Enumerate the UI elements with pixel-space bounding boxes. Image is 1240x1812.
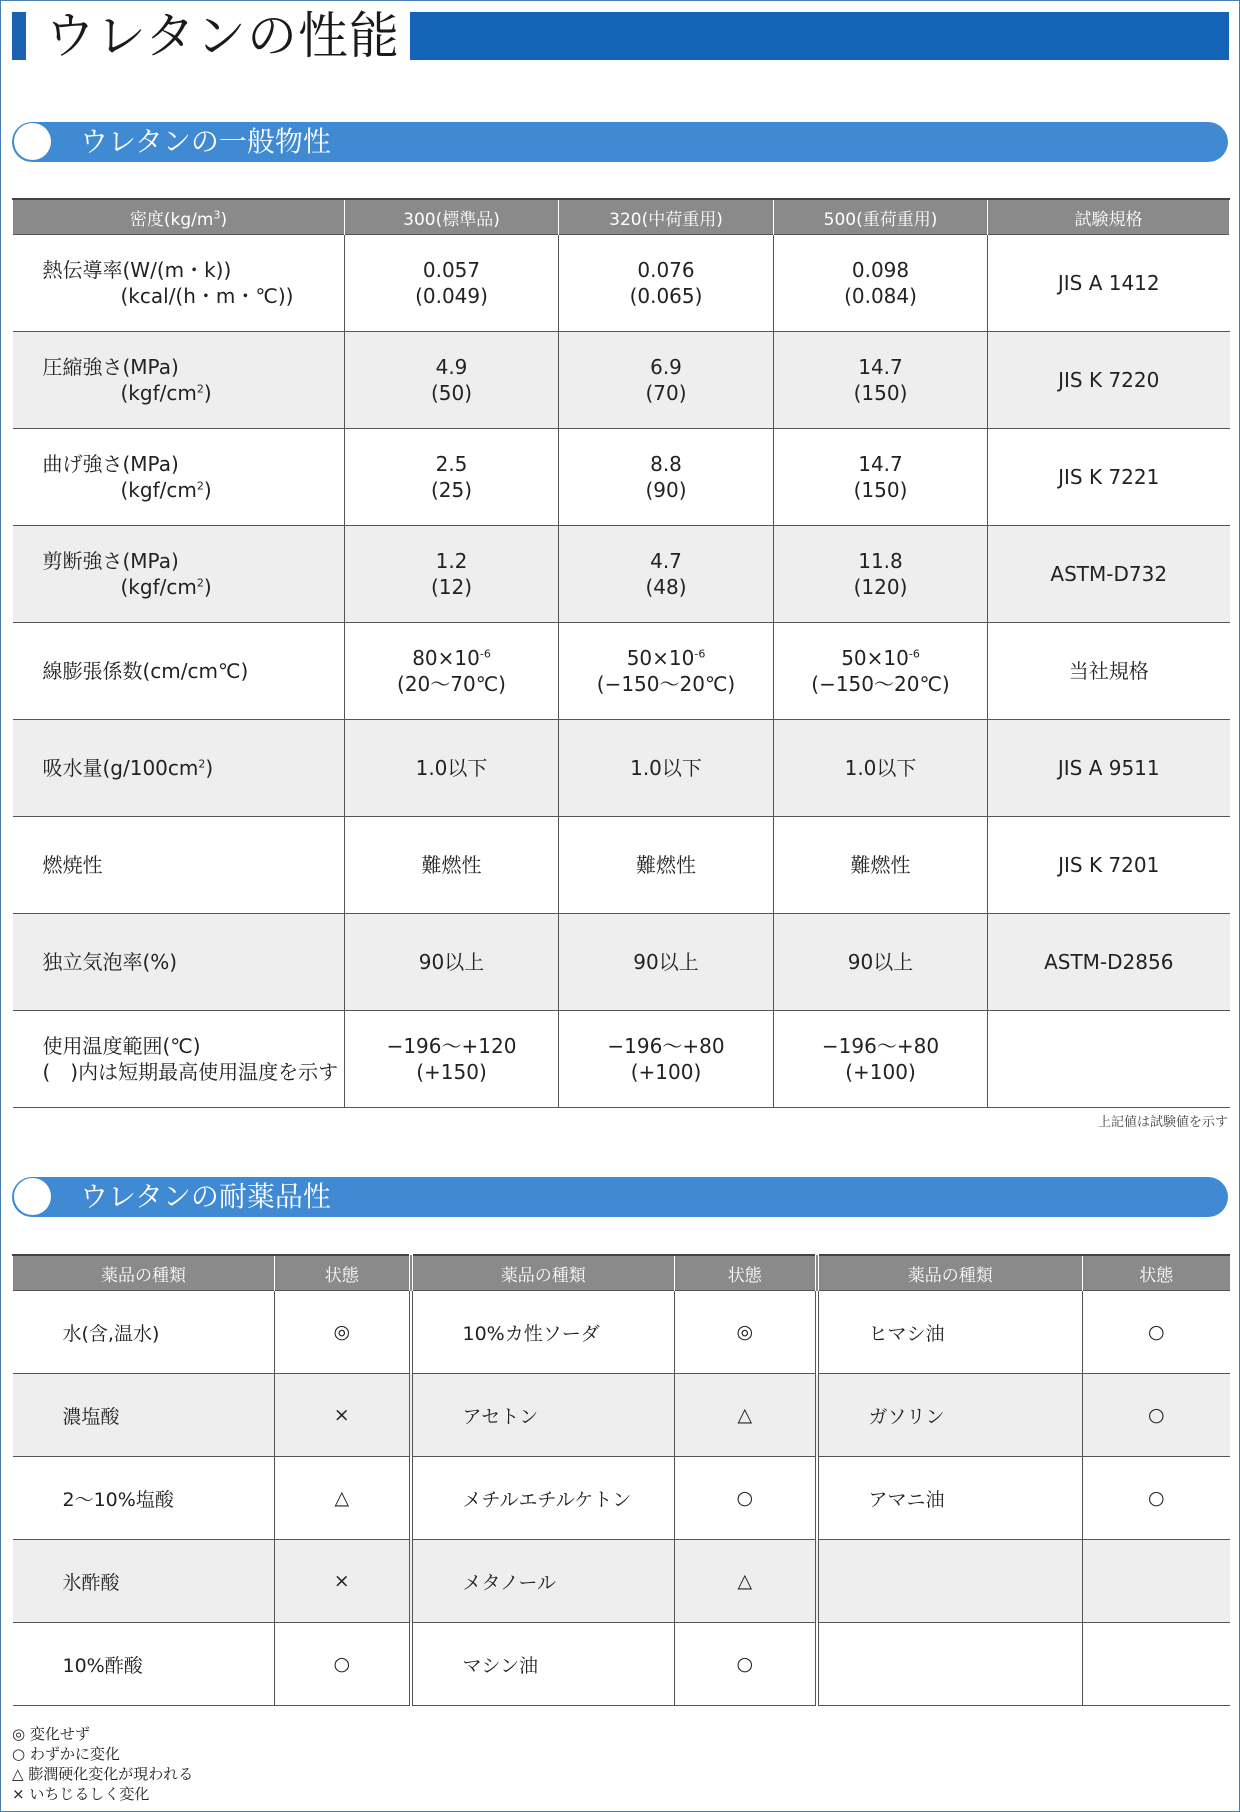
cell-value xyxy=(559,623,774,720)
header-chemical: 薬品の種類 xyxy=(411,1255,675,1291)
table-row xyxy=(13,914,1230,1011)
section-title: ウレタンの一般物性 xyxy=(80,125,331,158)
chemical-name: 10%カ性ソーダ xyxy=(411,1291,675,1374)
chemical-status: △ xyxy=(275,1457,411,1540)
value-main: 0.076 xyxy=(637,258,695,282)
chemical-status: ○ xyxy=(1083,1374,1230,1457)
value-main: 14.7 xyxy=(858,355,903,379)
section-bullet-icon xyxy=(14,1178,51,1215)
chemical-status: ○ xyxy=(1083,1457,1230,1540)
sup-2: 2 xyxy=(196,382,204,396)
header-chemical: 薬品の種類 xyxy=(817,1255,1083,1291)
row-label-note: ( )内は短期最高使用温度を示す xyxy=(42,1060,339,1084)
header-300: 300(標準品) xyxy=(345,199,559,235)
cell-value: 1.0以下 xyxy=(345,720,559,817)
row-label-suffix: ) xyxy=(205,756,214,780)
table-row xyxy=(13,526,1230,623)
row-label-sub xyxy=(43,380,345,406)
cell-value xyxy=(345,1011,559,1108)
cell-standard: JIS K 7201 xyxy=(988,817,1230,914)
value-sub: (0.065) xyxy=(629,284,703,308)
value-exponent: -6 xyxy=(479,647,491,661)
row-label xyxy=(13,235,345,332)
cell-value: 90以上 xyxy=(774,914,988,1011)
row-label-sub-text: (kgf/cm xyxy=(120,381,197,405)
chemical-status: ○ xyxy=(675,1457,817,1540)
value-main: 50×10 xyxy=(626,646,695,670)
chemical-name: 水(含,温水) xyxy=(13,1291,275,1374)
chemical-status: ◎ xyxy=(275,1291,411,1374)
row-label-sub xyxy=(43,477,345,503)
value-main: 8.8 xyxy=(650,452,682,476)
chemical-status: ○ xyxy=(675,1623,817,1706)
row-label-main: 吸水量(g/100cm xyxy=(42,756,199,780)
value-sub: (50) xyxy=(430,381,473,405)
cell-value xyxy=(774,429,988,526)
chemical-status: △ xyxy=(675,1540,817,1623)
test-value-note: 上記値は試験値を示す xyxy=(1097,1115,1228,1130)
chemical-status: ○ xyxy=(275,1623,411,1706)
value-sub: (150) xyxy=(853,478,908,502)
value-sub: (+150) xyxy=(416,1060,487,1084)
chemical-status: × xyxy=(275,1374,411,1457)
header-density-close: ) xyxy=(220,209,228,230)
chemical-status xyxy=(1083,1623,1230,1706)
value-sub: (20〜70℃) xyxy=(397,672,506,696)
value-main: 11.8 xyxy=(858,549,903,573)
cell-value xyxy=(559,1011,774,1108)
table-row xyxy=(13,817,1230,914)
header-chemical: 薬品の種類 xyxy=(13,1255,275,1291)
table-row xyxy=(13,429,1230,526)
header-500: 500(重荷重用) xyxy=(774,199,988,235)
header-density-sup: 3 xyxy=(213,207,221,221)
cell-value xyxy=(774,623,988,720)
cell-value xyxy=(559,526,774,623)
table-row xyxy=(13,235,1230,332)
header-standard: 試験規格 xyxy=(988,199,1230,235)
chemical-status xyxy=(1083,1540,1230,1623)
row-label xyxy=(13,332,345,429)
chemical-name: メチルエチルケトン xyxy=(411,1457,675,1540)
row-label-main: 使用温度範囲(℃) xyxy=(42,1034,201,1058)
chemical-name: ヒマシ油 xyxy=(817,1291,1083,1374)
value-main: 80×10 xyxy=(412,646,480,670)
table-row xyxy=(13,1011,1230,1108)
value-sub: (−150〜20℃) xyxy=(811,672,950,696)
paren-close: ) xyxy=(203,575,212,599)
title-band xyxy=(410,12,1229,60)
value-sub: (90) xyxy=(645,478,687,502)
table-row xyxy=(13,623,1230,720)
header-status: 状態 xyxy=(1083,1255,1230,1291)
cell-value xyxy=(774,526,988,623)
value-sub: (150) xyxy=(853,381,908,405)
chemical-name: アセトン xyxy=(411,1374,675,1457)
title-accent-bar xyxy=(12,12,26,60)
value-exponent: -6 xyxy=(694,647,706,661)
cell-standard: JIS K 7221 xyxy=(988,429,1230,526)
header-density-text: 密度(kg/m xyxy=(129,209,214,230)
chemical-resistance-table xyxy=(12,1254,1230,1706)
page-title: ウレタンの性能 xyxy=(45,7,400,65)
value-main: 4.9 xyxy=(435,355,468,379)
chemical-name xyxy=(817,1540,1083,1623)
value-main: 1.2 xyxy=(435,549,468,573)
cell-value xyxy=(345,235,559,332)
row-label xyxy=(13,526,345,623)
section-title: ウレタンの耐薬品性 xyxy=(80,1180,331,1213)
cell-value: 難燃性 xyxy=(559,817,774,914)
legend-slight-change: ○ わずかに変化 xyxy=(12,1745,120,1763)
cell-standard: ASTM-D2856 xyxy=(988,914,1230,1011)
row-label-main: 圧縮強さ(MPa) xyxy=(42,355,179,379)
chemical-name: 氷酢酸 xyxy=(13,1540,275,1623)
row-label-sub-text: (kgf/cm xyxy=(120,575,197,599)
sup-2: 2 xyxy=(196,576,204,590)
value-main: 50×10 xyxy=(841,646,909,670)
chemical-name: 2〜10%塩酸 xyxy=(13,1457,275,1540)
cell-standard: 当社規格 xyxy=(988,623,1230,720)
cell-value xyxy=(345,332,559,429)
value-main: 2.5 xyxy=(435,452,468,476)
legend-unchanged: ◎ 変化せず xyxy=(12,1725,90,1743)
legend-severe-change: × いちじるしく変化 xyxy=(12,1785,150,1803)
value-sub: (12) xyxy=(430,575,473,599)
header-status: 状態 xyxy=(675,1255,817,1291)
chemical-name: ガソリン xyxy=(817,1374,1083,1457)
value-main: 0.098 xyxy=(851,258,910,282)
chemical-name xyxy=(817,1623,1083,1706)
section-bullet-icon xyxy=(14,123,51,160)
table-row xyxy=(13,1291,1230,1374)
table-header-row xyxy=(13,1255,1230,1291)
cell-value: 難燃性 xyxy=(345,817,559,914)
chemical-status: ◎ xyxy=(675,1291,817,1374)
general-properties-table xyxy=(12,198,1230,1108)
chemical-status: △ xyxy=(675,1374,817,1457)
row-label-sub-text: (kgf/cm xyxy=(120,478,197,502)
row-label: 燃焼性 xyxy=(13,817,345,914)
cell-value xyxy=(774,332,988,429)
header-320: 320(中荷重用) xyxy=(559,199,774,235)
value-sub: (120) xyxy=(853,575,908,599)
value-main: −196〜+80 xyxy=(607,1034,725,1058)
value-main: −196〜+120 xyxy=(386,1034,517,1058)
chemical-name: 10%酢酸 xyxy=(13,1623,275,1706)
chemical-name: メタノール xyxy=(411,1540,675,1623)
cell-value xyxy=(345,429,559,526)
value-sub: (+100) xyxy=(630,1060,702,1084)
value-main: 4.7 xyxy=(650,549,682,573)
row-label: 線膨張係数(cm/cm℃) xyxy=(13,623,345,720)
row-label xyxy=(13,1011,345,1108)
value-sub: (−150〜20℃) xyxy=(596,672,736,696)
value-sub: (0.084) xyxy=(844,284,917,308)
row-label: 独立気泡率(%) xyxy=(13,914,345,1011)
cell-standard: ASTM-D732 xyxy=(988,526,1230,623)
cell-value xyxy=(559,235,774,332)
table-header-row xyxy=(13,199,1230,235)
cell-standard: JIS A 9511 xyxy=(988,720,1230,817)
table-row xyxy=(13,1623,1230,1706)
section-header-chemical xyxy=(12,1177,1228,1217)
chemical-name: 濃塩酸 xyxy=(13,1374,275,1457)
row-label xyxy=(13,429,345,526)
row-label-main: 曲げ強さ(MPa) xyxy=(42,452,179,476)
value-main: 0.057 xyxy=(422,258,481,282)
table-row xyxy=(13,1457,1230,1540)
sup-2: 2 xyxy=(196,479,204,493)
value-sub: (25) xyxy=(430,478,473,502)
header-status: 状態 xyxy=(275,1255,411,1291)
status-legend xyxy=(12,1724,193,1804)
value-sub: (70) xyxy=(645,381,687,405)
cell-value xyxy=(559,332,774,429)
table-row xyxy=(13,1540,1230,1623)
row-label-sub: (kcal/(h・m・℃)) xyxy=(120,284,294,308)
cell-standard: JIS A 1412 xyxy=(988,235,1230,332)
table-row xyxy=(13,1374,1230,1457)
section-header-general xyxy=(12,122,1228,162)
cell-value xyxy=(774,235,988,332)
value-main: −196〜+80 xyxy=(821,1034,940,1058)
legend-swelling: △ 膨潤硬化変化が現われる xyxy=(12,1765,194,1783)
cell-value xyxy=(345,623,559,720)
chemical-status: × xyxy=(275,1540,411,1623)
value-sub: (48) xyxy=(645,575,687,599)
value-sub: (0.049) xyxy=(415,284,488,308)
page-header xyxy=(12,7,1229,65)
row-label-sub xyxy=(43,574,345,600)
cell-value: 1.0以下 xyxy=(774,720,988,817)
cell-standard xyxy=(988,1011,1230,1108)
cell-value: 90以上 xyxy=(559,914,774,1011)
chemical-name: アマニ油 xyxy=(817,1457,1083,1540)
cell-value xyxy=(345,526,559,623)
sup-2: 2 xyxy=(198,757,206,771)
cell-standard: JIS K 7220 xyxy=(988,332,1230,429)
cell-value: 90以上 xyxy=(345,914,559,1011)
row-label-main: 熱伝導率(W/(m・k)) xyxy=(42,258,232,282)
table-row xyxy=(13,720,1230,817)
cell-value: 難燃性 xyxy=(774,817,988,914)
cell-value xyxy=(774,1011,988,1108)
header-density xyxy=(13,199,345,235)
value-main: 6.9 xyxy=(650,355,682,379)
paren-close: ) xyxy=(203,478,212,502)
chemical-name: マシン油 xyxy=(411,1623,675,1706)
value-main: 14.7 xyxy=(858,452,903,476)
table-row xyxy=(13,332,1230,429)
chemical-status: ○ xyxy=(1083,1291,1230,1374)
row-label xyxy=(13,720,345,817)
value-sub: (+100) xyxy=(845,1060,916,1084)
paren-close: ) xyxy=(203,381,212,405)
cell-value xyxy=(559,429,774,526)
cell-value: 1.0以下 xyxy=(559,720,774,817)
row-label-main: 剪断強さ(MPa) xyxy=(42,549,179,573)
value-exponent: -6 xyxy=(908,647,920,661)
